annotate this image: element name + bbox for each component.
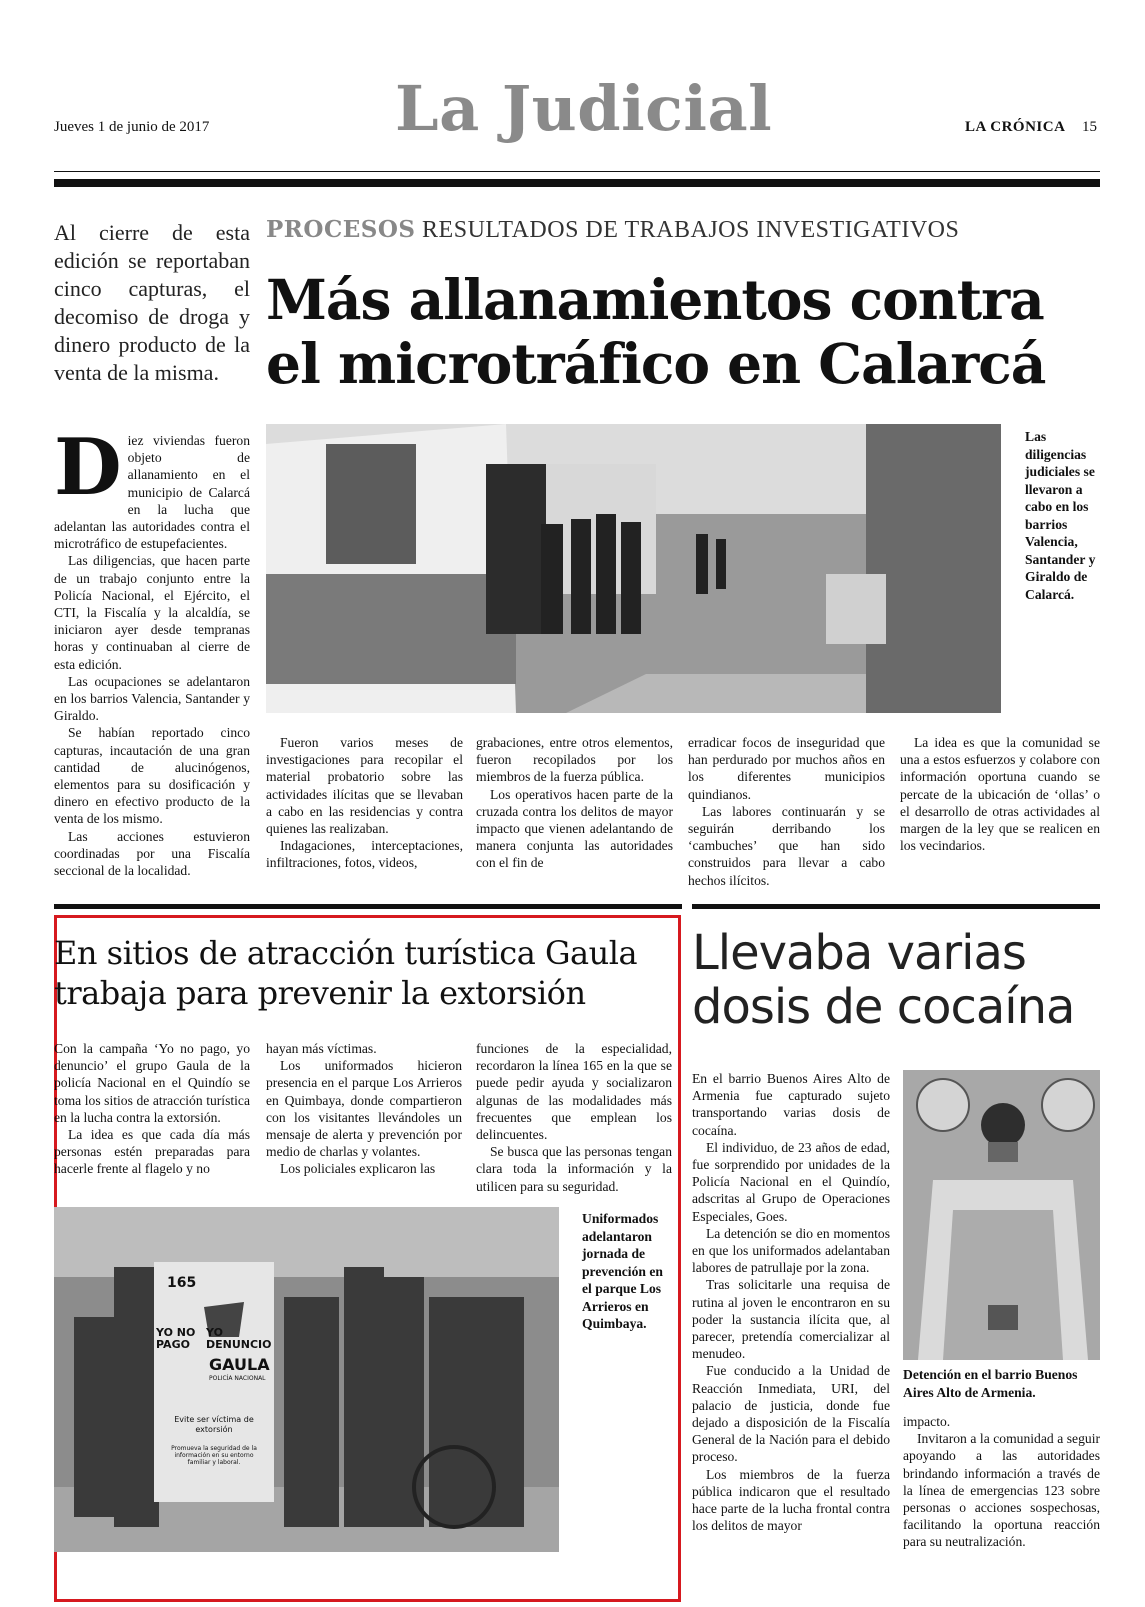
cocaina-paragraph: La detención se dio en momentos en que los uniformados adelantaban labores de patrullaje por la zona. — [692, 1225, 890, 1276]
lead-paragraph: Las labores continuarán y se seguirán derribando los ‘cambuches’ que han sido construidos para llevar a cabo hechos ilícitos. — [688, 803, 885, 888]
gaula-paragraph: Los uniformados hicieron presencia en el parque Los Arrieros en Quimbaya, donde compartieron con los visitantes llevándoles un mensaje de alerta y prevención por medio de charlas y volantes. — [266, 1058, 462, 1160]
page-number: 15 — [1082, 119, 1097, 135]
cocaina-column-2 — [903, 1413, 1100, 1551]
lead-paragraph: Las ocupaciones se adelantaron en los barrios Valencia, Santander y Giraldo. — [54, 673, 250, 724]
gaula-paragraph: hayan más víctimas. — [266, 1041, 377, 1056]
lead-column-3 — [476, 734, 673, 872]
cocaina-paragraph: Los miembros de la fuerza pública indicaron que el resultado hace parte de la lucha frontal contra los delitos de mayor — [692, 1466, 890, 1534]
lead-paragraph: Se habían reportado cinco capturas, incautación de una gran cantidad de alucinógenos, elementos para su dosificación y dinero en efectivo producto de la venta de los mismo. — [54, 725, 250, 827]
banner-left-text: YO NO PAGO — [156, 1326, 196, 1351]
header-rule-thin — [54, 171, 1100, 172]
lead-photo — [266, 424, 1001, 713]
banner-slogan: Evite ser víctima de extorsión — [174, 1415, 254, 1434]
section-title: La Judicial — [395, 72, 773, 145]
lead-paragraph: La idea es que la comunidad se una a estos esfuerzos y colabore con información oportuna cuando se percate de la ubicación de ‘ollas’ o el desarrollo de otras actividades al margen de la ley que se realicen en los vecindarios. — [900, 735, 1100, 854]
lead-headline: Más allanamientos contra el microtráfico en Calarcá — [266, 267, 1046, 396]
lead-paragraph: Los operativos hacen parte de la cruzada contra los delitos de mayor impacto que vienen adelantando de manera conjunta las autoridades con el fin de — [476, 786, 673, 871]
gaula-paragraph: Se busca que las personas tengan clara toda la información y la utilicen para su seguridad. — [476, 1144, 672, 1194]
newspaper-name: LA CRÓNICA — [965, 119, 1066, 135]
lead-photo-caption: Las diligencias judiciales se llevaron a cabo en los barrios Valencia, Santander y Giraldo de Calarcá. — [1025, 429, 1096, 602]
lead-paragraph: Las acciones estuvieron coordinadas por una Fiscalía seccional de la localidad. — [54, 828, 250, 879]
cocaina-column-1 — [692, 1070, 890, 1534]
cocaina-paragraph: Tras solicitarle una requisa de rutina al joven le encontraron en su poder la sustancia ilícita que, al parecer, pretendía comercializar al menudeo. — [692, 1277, 890, 1362]
banner-brand-sub: POLICÍA NACIONAL — [209, 1375, 266, 1382]
gaula-column-1 — [54, 1040, 250, 1178]
section-rule-right — [692, 904, 1100, 909]
banner-number: 165 — [167, 1275, 197, 1291]
teaser-text: Al cierre de esta edición se reportaban cinco capturas, el decomiso de droga y dinero producto de la venta de la misma. — [54, 220, 250, 385]
gaula-paragraph: funciones de la especialidad, recordaron la línea 165 en la que se puede pedir ayuda y socializaron algunas de las modalidades más frecuentes que emplean los delincuentes. — [476, 1041, 672, 1143]
lead-first-paragraph — [54, 422, 250, 552]
gaula-photo — [54, 1207, 559, 1552]
section-rule-left — [54, 904, 682, 909]
lead-paragraph: erradicar focos de inseguridad que han perdurado por muchos años en los diferentes municipios quindianos. — [688, 735, 885, 802]
cocaina-paragraph: impacto. — [903, 1414, 951, 1429]
banner-brand: GAULA — [209, 1355, 270, 1374]
lead-column-1 — [54, 422, 250, 879]
lead-column-5 — [900, 734, 1100, 854]
header-rule-thick — [54, 179, 1100, 187]
gaula-column-2 — [266, 1040, 462, 1178]
gaula-headline: En sitios de atracción turística Gaula trabaja para prevenir la extorsión — [54, 934, 638, 1012]
issue-date: Jueves 1 de junio de 2017 — [54, 119, 210, 135]
cocaina-paragraph: Invitaron a la comunidad a seguir apoyando a las autoridades brindando información a través de la línea de emergencias 123 sobre personas o acciones sospechosas, facilitando la oportuna reacción para su neutralización. — [903, 1431, 1100, 1550]
lead-paragraph: Las diligencias, que hacen parte de un trabajo conjunto entre la Policía Nacional, el Ejército, el CTI, la Fiscalía y la alcaldía, se iniciaron ayer desde tempranas horas y continuaban al cierre de esta edición. — [54, 553, 250, 672]
gaula-scene-illustration — [54, 1207, 559, 1552]
cocaina-photo-caption: Detención en el barrio Buenos Aires Alto de Armenia. — [903, 1367, 1078, 1400]
lead-paragraph: Indagaciones, interceptaciones, infiltraciones, fotos, videos, — [266, 838, 463, 871]
raid-scene-illustration — [266, 424, 1001, 713]
drop-cap: D — [54, 422, 122, 513]
lead-column-2 — [266, 734, 463, 872]
lead-column-4 — [688, 734, 885, 889]
lead-paragraph: Fueron varios meses de investigaciones para recopilar el material probatorio sobre las actividades ilícitas que se llevaban a cabo en las residencias y contra quienes las realizaban. — [266, 735, 463, 837]
lead-paragraph: grabaciones, entre otros elementos, fueron recopilados por los miembros de la fuerza pública. — [476, 735, 673, 785]
banner-right-text: YO DENUNCIO — [206, 1326, 272, 1351]
lead-first-paragraph-text: iez viviendas fueron objeto de allanamiento en el municipio de Calarcá en la lucha que adelantan las autoridades contra el microtráfico de estupefacientes. — [54, 433, 250, 552]
cocaina-paragraph: Fue conducido a la Unidad de Reacción Inmediata, URI, del palacio de justicia, donde fue dejado a disposición de la Fiscalía General de la Nación para el debido proceso. — [692, 1363, 890, 1465]
kicker-label: PROCESOS — [266, 216, 416, 243]
cocaina-photo — [903, 1070, 1100, 1360]
cocaina-headline: Llevaba varias dosis de cocaína — [692, 925, 1075, 1035]
banner-small-text: Promueva la seguridad de la información en su entorno familiar y laboral. — [171, 1445, 257, 1466]
cocaina-paragraph: El individuo, de 23 años de edad, fue sorprendido por unidades de la Policía Nacional en el Quindío, adscritas al Grupo de Operaciones Especiales, Goes. — [692, 1139, 890, 1224]
lead-kicker — [266, 216, 959, 244]
cocaina-paragraph: En el barrio Buenos Aires Alto de Armenia fue capturado sujeto transportando varias dosis de cocaína. — [692, 1071, 890, 1138]
gaula-paragraph: Con la campaña ‘Yo no pago, yo denuncio’ el grupo Gaula de la policía Nacional en el Quindío se toma los sitios de atracción turística en la lucha contra la extorsión. — [54, 1041, 250, 1125]
gaula-column-3 — [476, 1040, 672, 1195]
gaula-paragraph: Los policiales explicaron las — [280, 1161, 436, 1177]
gaula-photo-caption: Uniformados adelantaron jornada de prevención en el parque Los Arrieros en Quimbaya. — [582, 1211, 663, 1331]
gaula-paragraph: La idea es que cada día más personas estén preparadas para hacerle frente al flagelo y no — [54, 1127, 250, 1177]
kicker-text: RESULTADOS DE TRABAJOS INVESTIGATIVOS — [422, 217, 960, 243]
detainee-illustration — [903, 1070, 1100, 1360]
